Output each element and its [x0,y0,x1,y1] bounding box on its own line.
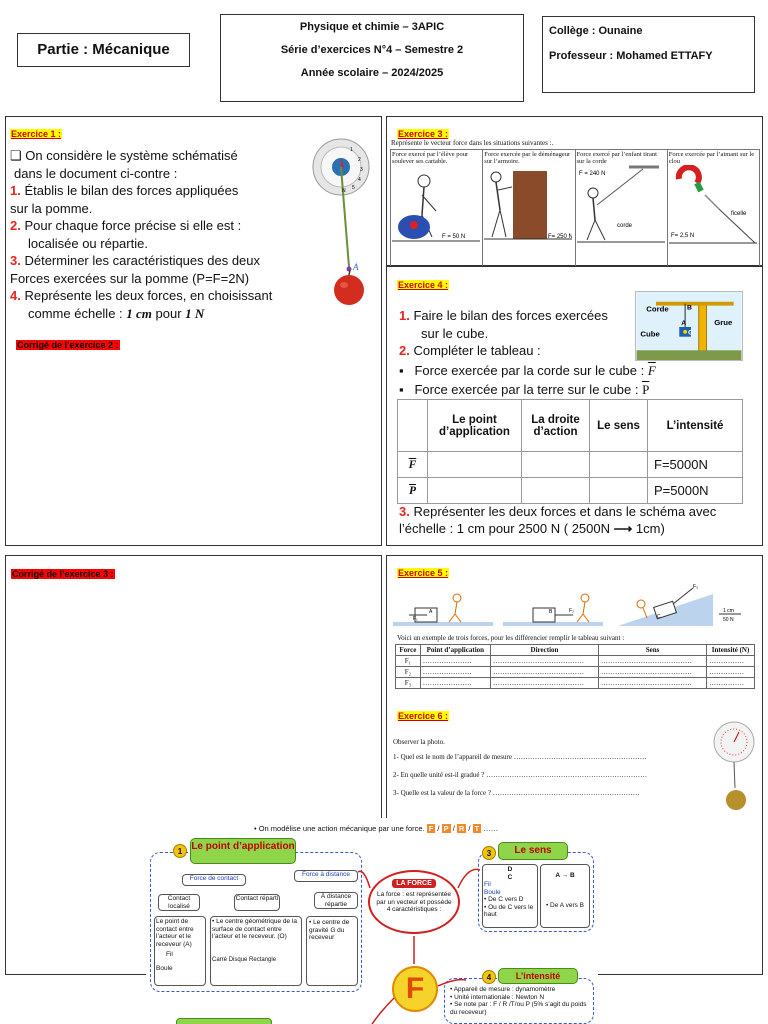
ex5-label-c: C [657,614,661,620]
exercise-4-panel [386,266,763,546]
label-corde: Corde [646,304,669,314]
row-f-vector: $\overline{F}$ [408,458,417,471]
mindmap-contact-localise: Contact localisé [158,894,200,911]
ex5-scale-bottom: 50 N [723,617,734,623]
year-line: Année scolaire – 2024/2025 [300,67,444,79]
mindmap-distance-repartie: À distance répartie [314,892,358,909]
row-f-intensity: F=5000N [648,452,743,478]
ex6-questions [393,736,713,802]
mindmap-num-3: 3 [482,846,496,860]
sens-label-c: C [507,873,513,881]
exercise-5-title: Exercice 5 : [398,568,449,578]
mindmap-center [368,870,460,934]
ex4-questions: 1. Faire le bilan des forces exercées sur le cube. 2. Compléter le tableau : [399,308,608,358]
symbol-f: F [428,824,434,833]
sens-label-boule: Boule [484,888,501,896]
mindmap-sens-left: D C Fil Boule • De C vers D • Ou de C vers le haut [482,864,538,928]
ex1-q2: Pour chaque force précise si elle est : [24,218,242,233]
mindmap-sens-right: A → B • De A vers B [540,864,590,928]
exercise-1-panel [5,116,382,546]
mindmap-num-4: 4 [482,970,496,984]
apple-point-label: A [353,262,359,272]
big-f-icon: F [392,966,438,1012]
college-name: Collège : Ounaine [549,25,643,37]
ex4-q3: 3. Représenter les deux forces et dans le schéma avec l’échelle : 1 cm pour 2500 N ( 2500N ⟶ 1cm) [399,504,717,536]
ex5-scale-top: 1 cm [723,608,734,614]
ex5-forces-table: Force Point d’application Direction Sens Intensité (N) F₁ ………………… ………………………………… ………………………………… …………… F₂ ………………… ………………………………… ………………………………… …………… F₃ ………………… ………………………………… ………………………………… …………… [395,644,755,689]
exercise-4-title: Exercice 4 : [398,280,449,290]
class-line: Physique et chimie – 3APIC [299,21,445,33]
ex6-observe: Observer la photo. [393,738,445,746]
student-lifting-bag-figure [392,165,480,250]
ex5-label-f1: F₁ [413,616,418,622]
ex5-col-direction: Direction [490,645,598,656]
ex3-label-50n: F = 50 N [442,234,466,240]
label-a: A [681,320,687,328]
label-grue: Grue [714,318,733,328]
ex3-situations-table [390,149,760,267]
ex1-q3: Déterminer les caractéristiques des deux [24,253,261,268]
sens-label-fil: Fil [484,881,491,888]
symbol-r: R [458,824,465,833]
mindmap-localise-desc: Le point de contact entre l’acteur et le receveur (A) Fil Boule [154,916,206,986]
dyno-scale-3: 3 [360,167,363,173]
ex3-label-250n: F= 250 N [548,234,573,240]
ex5-instruction: Voici un exemple de trois forces, pour les différencier remplir le tableau suivant : [397,634,625,642]
mindmap-center-desc: La force : est représentée par un vecteur et possède 4 caractéristiques : [376,891,452,913]
teacher-name: Professeur : Mohamed ETTAFY [549,50,713,62]
mindmap-point-title: Le point d’application [190,838,296,864]
ex6-q1: 1- Quel est le nom de l’appareil de mesure ………………………………………………… [393,753,647,761]
row-p-vector: $\overline{P}$ [408,484,417,497]
shape-rectangle: Rectangle [249,956,277,963]
ex5-col-force: Force [396,645,421,656]
mover-pushing-wardrobe-figure [484,165,572,250]
ex3-instruction: Représente le vecteur force dans les situations suivantes :. [391,139,554,147]
ex6-q3: 3- Quelle est la valeur de la force ? ……………………………………………………… [393,789,640,797]
symbol-p: P [443,824,449,833]
series-line: Série d’exercices N°4 – Semestre 2 [280,44,464,56]
mindmap-force-contact: Force de contact [182,874,246,886]
dynamometer-photo [709,720,759,820]
col-point: Le point d’application [428,400,522,452]
corrige-ex3-title: Corrigé de l’exercice 3 : [12,569,114,579]
ex4-q1: Faire le bilan des forces exercées [413,308,608,323]
sens-label-a: A [555,872,560,879]
sens-label-d: D [507,866,513,873]
label-g: G [688,329,694,337]
dyno-scale-1: 1 [350,147,353,153]
mindmap-boule-label: Boule [156,964,173,972]
mindmap-partial-box-bottom [176,1018,272,1024]
exercise-1-text: ❑ On considère le système schématisé dans le document ci-contre : 1. Établis le bilan des forces appliquées sur la pomme. 2. Pour chaque force précise si elle est : localisée ou répartie. 3. Déterminer les caractéristiques des deux Forces exercées sur la pomme (P=F=2N) 4. Représente les deux forces, en choisissant comme échelle : 1 cm pour 1 N [10,147,310,322]
ex4-characteristics-table [397,399,743,504]
ex5-label-b: B [549,609,553,615]
ex3-label-2-5n: F= 2,5 N [670,233,694,239]
dyno-unit: N [342,188,346,194]
ex4-bullets: ▪ Force exercée par la corde sur le cube : $\overline{F}$ ▪ Force exercée par la terre sur le cube : $\overline{P}$ [399,363,656,397]
child-pulling-rope-figure [577,165,665,250]
mindmap-intensite-title: L’intensité [498,968,578,984]
col-intensite: L’intensité [648,400,743,452]
partie-box [17,33,190,67]
ex1-intro: ❑ On considère le système schématisé [10,148,238,163]
row-p-intensity: P=5000N [648,478,743,504]
ex5-three-forces-figure [393,580,757,632]
exercise-1-title: Exercice 1 : [11,129,62,139]
ex3-cell-eleve: Force exercé par l’élève pour soulever ses cartable. [392,151,469,165]
school-box [542,16,755,93]
mindmap-force-distance: Force à distance [294,870,358,882]
dyno-scale-2: 2 [358,157,361,163]
exercise-3-panel [386,116,763,266]
ex5-label-a: A [429,609,433,615]
ex3-cell-enfant: Force exercé par l’enfant tirant sur la corde [576,151,657,165]
force-mindmap [146,818,598,1024]
ex5-label-f3: F₃ [693,584,699,590]
ex5-col-sens: Sens [599,645,707,656]
dynamometer-apple-figure [306,137,381,312]
exercise-3-title: Exercice 3 : [398,129,449,139]
ex3-label-240n: F = 240 N [578,171,606,177]
col-sens: Le sens [590,400,648,452]
symbol-t: T [474,824,480,833]
mindmap-fil-label: Fil [166,951,173,958]
ex1-q4: Représente les deux forces, en choisissant [24,288,273,303]
mindmap-contact-reparti: Contact réparti [234,894,280,911]
mindmap-center-title: LA FORCE [392,879,436,888]
mindmap-intensite-desc: • Appareil de mesure : dynamomètre • Unité internationale : Newton N • Se note par : F / R /T/ou P (5% s’agit du poids du receveur) [450,986,587,1016]
mindmap-num-1: 1 [173,844,187,858]
sens-label-b: B [569,872,575,879]
arrow-icon: ⟶ [613,521,633,536]
label-cube: Cube [640,329,660,339]
mindmap-top-line: • On modélise une action mécanique par une force. F / P / R / T …… [254,824,499,833]
shape-disque: Disque [228,956,248,963]
partie-title: Partie : Mécanique [37,41,170,58]
shape-carre: Carré [212,956,228,963]
ex5-label-f2: F₂ [569,608,574,614]
dyno-scale-5: 5 [352,185,355,191]
ex3-label-ficelle: ficelle [730,211,747,217]
center-header-box [220,14,524,102]
hanging-fruit-icon [726,790,746,810]
col-droite: La droite d’action [522,400,590,452]
ex3-cell-demenageur: Force exercée par le déménageur sur l’armoire. [484,151,571,165]
ex5-col-point: Point d’application [420,645,490,656]
ex3-label-corde: corde [616,223,632,229]
dyno-scale-4: 4 [358,177,361,183]
apple-icon [334,275,364,305]
mindmap-reparti-desc: • Le centre géométrique de la surface de contact entre l’acteur et le receveur. (O) Carré Disque Rectangle [210,916,302,986]
mindmap-sens-title: Le sens [498,842,568,860]
ex5-col-intensite: Intensité (N) [707,645,755,656]
ex6-q2: 2- En quelle unité est-il gradué ? …………………………………………………………… [393,771,648,779]
ex1-q1: Établis le bilan des forces appliquées [24,183,239,198]
ex3-cell-aimant: Force exercée par l’aimant sur le clou [668,151,755,165]
corrige-ex2-label: Corrigé de l’exercice 2 : [17,340,119,350]
ex4-bullet-earth: Force exercée par la terre sur le cube : [414,382,643,397]
magnet-nail-figure [669,165,757,250]
ex4-q2: Compléter le tableau : [413,343,541,358]
exercise-6-title: Exercice 6 : [398,711,449,721]
ex4-bullet-rope: Force exercée par la corde sur le cube : [414,363,648,378]
label-b: B [687,304,692,312]
crane-cube-diagram [635,291,743,361]
mindmap-distance-desc: • Le centre de gravité G du receveur [306,916,358,986]
